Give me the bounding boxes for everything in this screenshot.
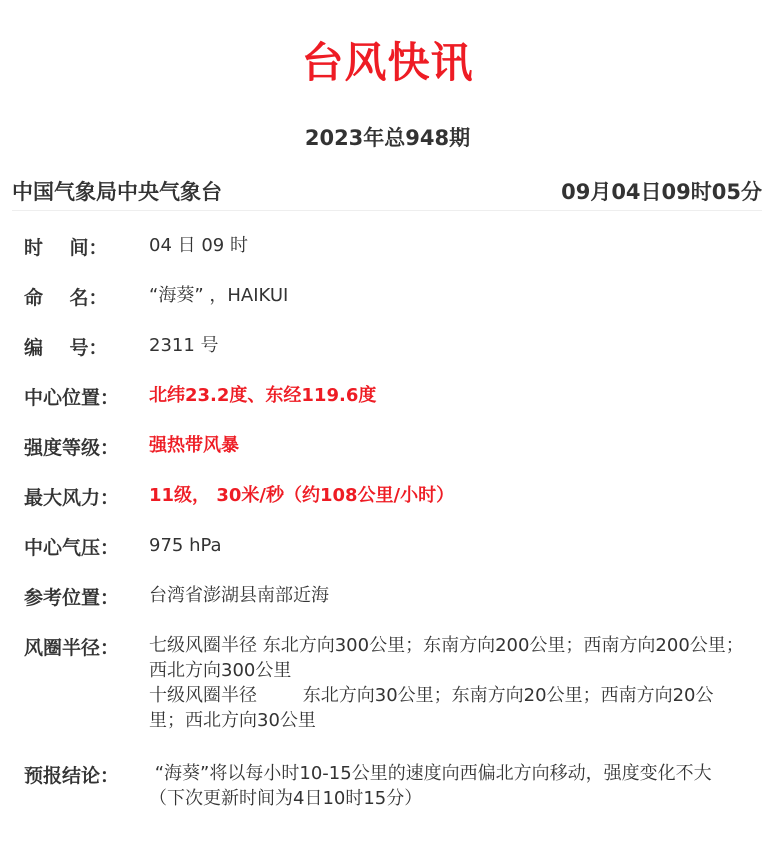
- field-label: 中心位置：: [24, 387, 120, 409]
- field-label: 风圈半径：: [24, 637, 120, 659]
- organization: 中国气象局中央气象台: [12, 180, 222, 204]
- header-row: [12, 176, 762, 211]
- field-label: 参考位置：: [24, 587, 120, 609]
- field-label: 中心气压：: [24, 537, 120, 559]
- wind-radius-level7: 七级风圈半径 东北方向300公里；东南方向200公里；西南方向200公里；西北方向300公里: [149, 635, 744, 681]
- field-label: 预报结论：: [24, 765, 120, 787]
- wind-radius-level10: 十级风圈半径 东北方向30公里；东南方向20公里；西南方向20公里；西北方向30公里: [149, 685, 714, 731]
- issue-number: 2023年总948期: [304, 126, 471, 150]
- field-value: [149, 633, 749, 733]
- field-label: 命 名：: [24, 287, 108, 309]
- field-value: 975 hPa: [149, 535, 222, 556]
- field-value: 04 日 09 时: [149, 235, 248, 256]
- field-label: 强度等级：: [24, 437, 120, 459]
- field-label: 时 间：: [24, 237, 108, 259]
- publish-datetime: 09月04日09时05分: [561, 180, 762, 204]
- forecast-text: “海葵”将以每小时10-15公里的速度向西偏北方向移动，强度变化不大: [149, 763, 712, 784]
- field-value: [149, 761, 749, 811]
- field-value: 台湾省澎湖县南部近海: [149, 585, 329, 606]
- field-value: 北纬23.2度、东经119.6度: [149, 385, 377, 406]
- page-title: 台风快讯: [301, 38, 474, 87]
- field-value: 2311 号: [149, 335, 219, 356]
- next-update-note: （下次更新时间为4日10时15分）: [149, 788, 423, 809]
- field-value: 11级， 30米/秒（约108公里/小时）: [149, 485, 455, 506]
- field-label: 最大风力：: [24, 487, 120, 509]
- field-label: 编 号：: [24, 337, 108, 359]
- field-value: 强热带风暴: [149, 435, 239, 456]
- field-value: “海葵” ，HAIKUI: [149, 285, 289, 306]
